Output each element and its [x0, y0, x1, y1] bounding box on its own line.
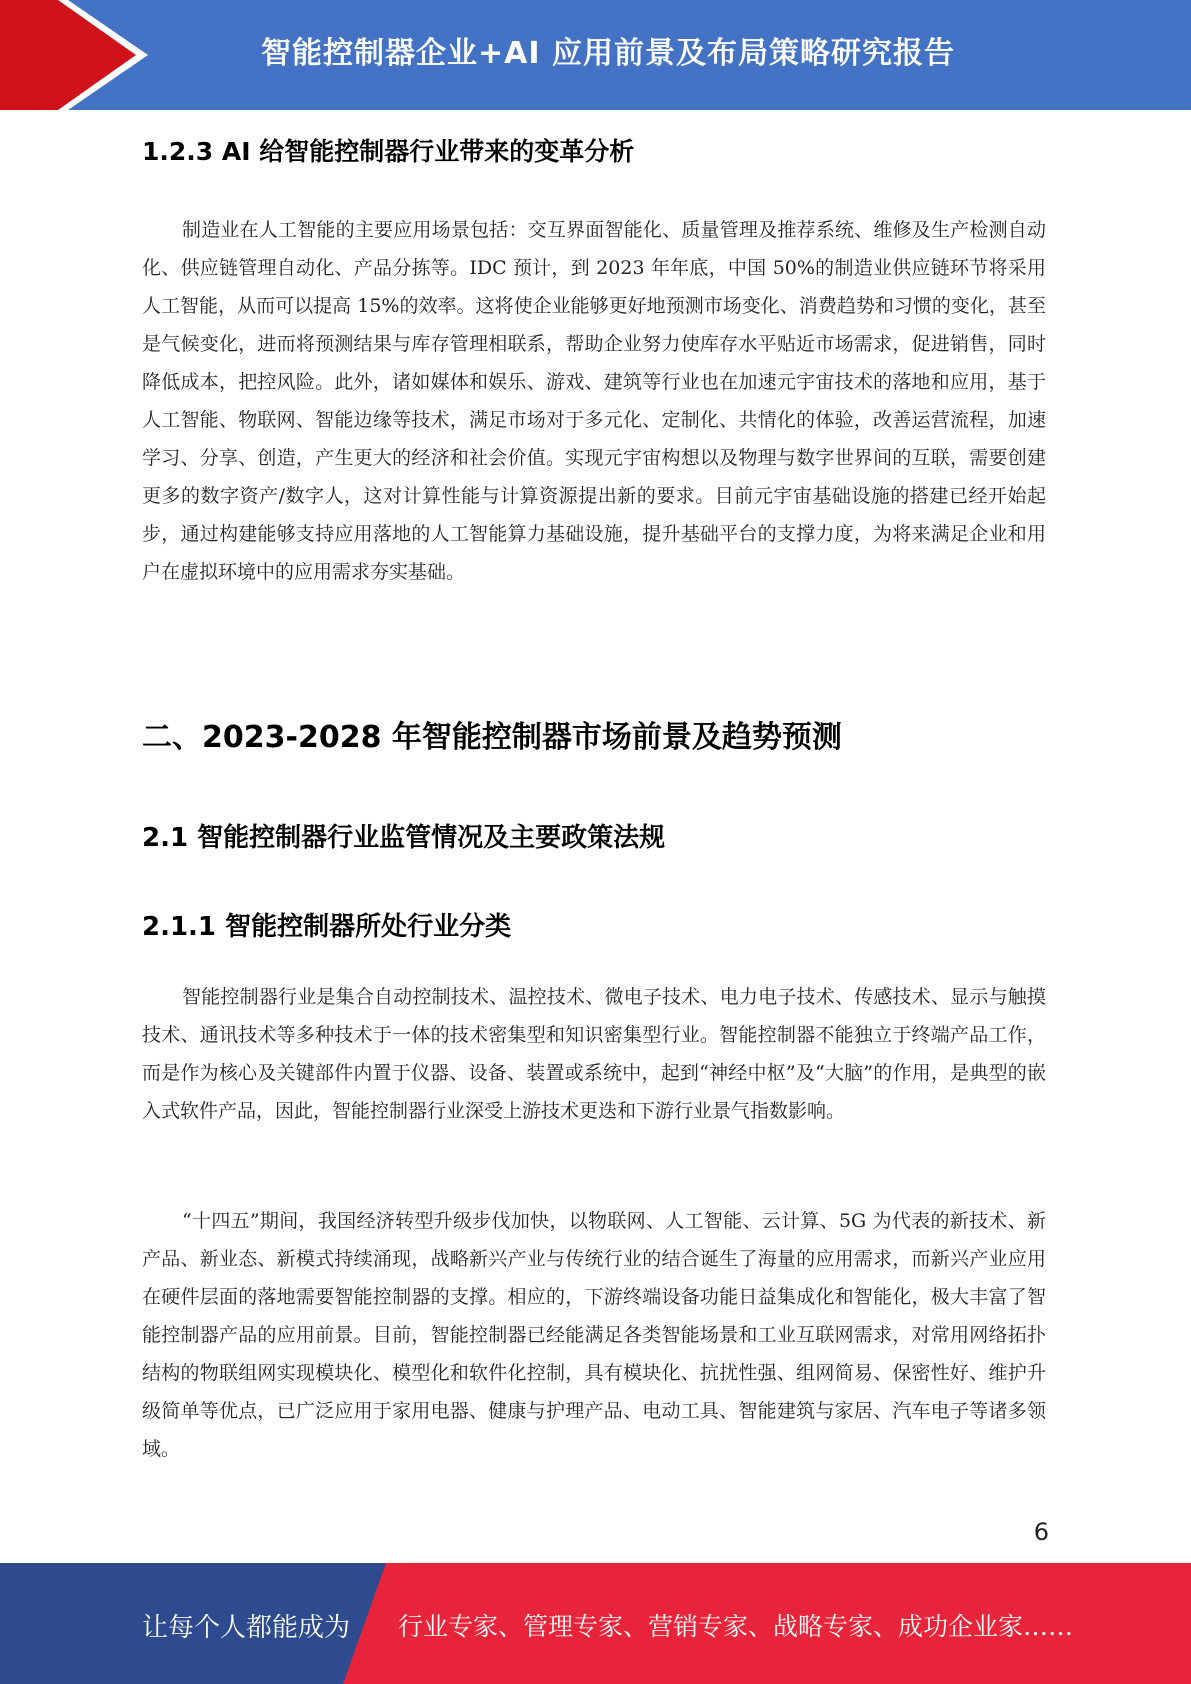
footer-slogan-right: 行业专家、管理专家、营销专家、战略专家、成功企业家……: [398, 1612, 1074, 1641]
page-header: [0, 0, 1191, 110]
paragraph-ai-transformation: 制造业在人工智能的主要应用场景包括：交互界面智能化、质量管理及推荐系统、维修及生产检测自动化、供应链管理自动化、产品分拣等。IDC 预计，到 2023 年年底，中国 50%的制造业供应链环节将采用人工智能，从而可以提高 15%的效率。这将使企业能够更好地预测市场变化、消费趋势和习惯的变化，甚至是气候变化，进而将预测结果与库存管理相联系，帮助企业努力使库存水平贴近市场需求，促进销售，同时降低成本，把控风险。此外，诸如媒体和娱乐、游戏、建筑等行业也在加速元宇宙技术的落地和应用，基于人工智能、物联网、智能边缘等技术，满足市场对于多元化、定制化、共情化的体验，改善运营流程，加速学习、分享、创造，产生更大的经济和社会价值。实现元宇宙构想以及物理与数字世界间的互联，需要创建更多的数字资产/数字人，这对计算性能与计算资源提出新的要求。目前元宇宙基础设施的搭建已经开始起步，通过构建能够支持应用落地的人工智能算力基础设施，提升基础平台的支撑力度，为将来满足企业和用户在虚拟环境中的应用需求夯实基础。: [142, 219, 1046, 583]
section-heading-2-1-1: 2.1.1 智能控制器所处行业分类: [142, 912, 512, 942]
chapter-heading-2: 二、2023-2028 年智能控制器市场前景及趋势预测: [142, 720, 842, 755]
paragraph-industry-classification: 智能控制器行业是集合自动控制技术、温控技术、微电子技术、电力电子技术、传感技术、显示与触摸技术、通讯技术等多种技术于一体的技术密集型和知识密集型行业。智能控制器不能独立于终端产品工作，而是作为核心及关键部件内置于仪器、设备、装置或系统中，起到“神经中枢”及“大脑”的作用，是典型的嵌入式软件产品，因此，智能控制器行业深受上游技术更迭和下游行业景气指数影响。: [142, 986, 1046, 1122]
section-heading-2-1: 2.1 智能控制器行业监管情况及主要政策法规: [142, 823, 666, 853]
report-title: 智能控制器企业+AI 应用前景及布局策略研究报告: [261, 36, 955, 71]
section-heading-1-2-3: 1.2.3 AI 给智能控制器行业带来的变革分析: [142, 137, 635, 166]
footer-slogan-left: 让每个人都能成为: [142, 1613, 351, 1643]
paragraph-14th-five-year: “十四五”期间，我国经济转型升级步伐加快，以物联网、人工智能、云计算、5G 为代表的新技术、新产品、新业态、新模式持续涌现，战略新兴产业与传统行业的结合诞生了海量的应用需求，而新兴产业应用在硬件层面的落地需要智能控制器的支撑。相应的，下游终端设备功能日益集成化和智能化，极大丰富了智能控制器产品的应用前景。目前，智能控制器已经能满足各类智能场景和工业互联网需求，对常用网络拓扑结构的物联组网实现模块化、模型化和软件化控制，具有模块化、抗扰性强、组网简易、保密性好、维护升级简单等优点，已广泛应用于家用电器、健康与护理产品、电动工具、智能建筑与家居、汽车电子等诸多领域。: [142, 1210, 1046, 1460]
page-number: 6: [1033, 1518, 1049, 1546]
page-footer: [0, 1563, 1191, 1684]
